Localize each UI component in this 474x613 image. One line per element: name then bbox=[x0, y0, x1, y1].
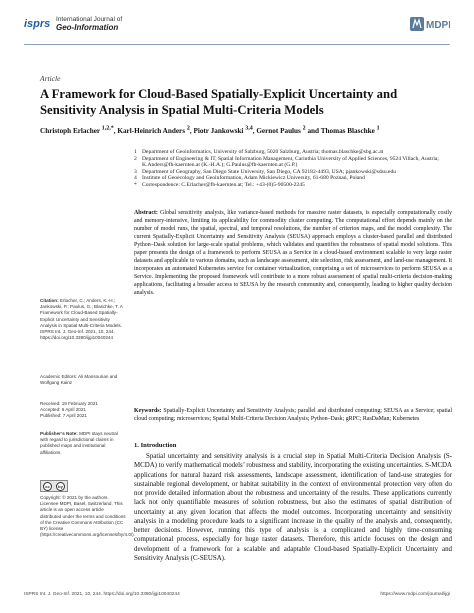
journal-name: Geo-Information bbox=[56, 23, 119, 32]
isprs-logo bbox=[24, 16, 54, 30]
abstract-text: Global sensitivity analysis, like variance-based methods for massive raster datasets, is especially computationally costly and memory-intensive, limiting its applicability for commodity cluster computing. The computational effort depends mainly on the number of model runs, the spatial, spectral, and temporal resolutions, the number of criterion maps, and the model complexity. The current Spatially-Explicit Uncertainty and Sensitivity Analysis (SEUSA) approach employs a cluster-based parallel and distributed Python–Dask solution for large-scale spatial problems, which validates and quantifies the robustness of spatial model solutions. This paper presents the design of a framework to perform SEUSA as a Service in a cloud-based environment scalable to very large raster datasets and applicable to various domains, such as landscape assessment, site selection, risk assessment, and land-use management. It incorporates an automated Kubernetes service for container virtualization, comprising a set of microservices to perform SEUSA as a Service. Implementing the proposed framework will contribute to a more robust assessment of spatial multi-criteria decision-making applications, facilitating a broader access to SEUSA by the research community and, consequently, leading to higher quality decision analysis. bbox=[134, 210, 452, 297]
copyright-text: Copyright: © 2021 by the authors. Licensee MDPI, Basel, Switzerland. This article is an open access article distributed under the terms and conditions of the Creative Commons Attribution (CC BY) license (https://creativecommons.org/licenses/by/4.0/). bbox=[40, 495, 135, 538]
keywords bbox=[134, 407, 452, 423]
academic-editors: Academic Editors: Ali Mansourian and Wolfgang Kainz bbox=[40, 374, 118, 386]
published-date: Published: 7 April 2021 bbox=[40, 413, 87, 419]
section-heading: 1. Introduction bbox=[134, 442, 177, 449]
citation-text: Erlacher, C.; Anders, K.-H.; Jankowski, P.; Paulus, G.; Blaschke, T. A Framework for Cloud-Based Spatially-Explicit Uncertainty and Sensitivity Analysis in Spatial Multi-Criteria Models. ISPRS Int. J. Geo-Inf. 2021, 10, 244. https://doi.org/10.3390/ijgi10040244 bbox=[40, 298, 123, 341]
introduction-text: Spatial uncertainty and sensitivity analysis is a crucial step in Spatial Multi-Criteria Decision Analysis (S-MCDA) to verify mathematical models’ robustness and stability, incorporating the existing uncertainties. S-MCDA applications for natural hazard risk assessments, landscape assessment, identification of land-use strategies for sustainable regional development, or habitat suitability in the context of environmental protection very often do not provide detailed information about the robustness and uncertainty of the results. These applications currently lack not only quantifiable measures of solution robustness, but also the estimates of spatial distribution of uncertainty at any given location that affects the model outcomes. Incorporating uncertainty and sensitivity analysis in a modeling procedure leads to a significant increase in the quality of the analysis and, consequently, better decisions. However, running this type of analysis is a complicated and highly time-consuming computational process, especially for huge raster datasets. Therefore, this article focuses on the design and development of a framework for a scalable and adaptable Cloud-based Spatially-Explicit Uncertainty and Sensitivity Analysis (C-SEUSA). bbox=[134, 453, 452, 562]
cc-icon: cc bbox=[43, 482, 52, 491]
journal-small-label: International Journal of bbox=[56, 16, 123, 23]
footer-citation: ISPRS Int. J. Geo-Inf. 2021, 10, 244. https://doi.org/10.3390/ijgi10040244 bbox=[24, 592, 180, 597]
affiliation-item: 2 Department of Engineering & IT, Spatial Information Management, Carinthia University of Applied Sciences, 9524 Villach, Austria; K.Anders@fh-kaernten.at (K.-H.A.); G.Paulus@fh-kaernten.at (G.P.) bbox=[134, 155, 439, 169]
keywords-text: Spatially-Explicit Uncertainty and Sensitivity Analysis; parallel and distributed computing; SEUSA as a Service; spatial cloud computing; microservices; Spatial Multi-Criteria Decision Analysis; Python–Dask; gRPC; RasDaMan; Kubernetes bbox=[134, 408, 452, 422]
header-rule bbox=[24, 44, 450, 45]
logo-text: isprs bbox=[24, 18, 51, 30]
publisher-note-text: MDPI stays neutral with regard to jurisdictional claims in published maps and institutional affiliations. bbox=[40, 431, 118, 455]
dates-block bbox=[40, 401, 126, 420]
keywords-label: Keywords: bbox=[134, 408, 162, 414]
author-list: Christoph Erlacher $^{1,2,*}$, Karl-Heinrich Anders $^2$, Piotr Jankowski $^{3,4}$, Gernot Paulus $^2$ and Thomas Blaschke $^1$ bbox=[40, 126, 380, 136]
article-type: Article bbox=[40, 74, 61, 83]
abstract-label: Abstract: bbox=[134, 210, 158, 216]
affiliation-item: 1 Department of Geoinformatics, University of Salzburg, 5020 Salzburg, Austria; thomas.blaschke@sbg.ac.at bbox=[134, 149, 384, 155]
publisher-note bbox=[40, 431, 126, 456]
abstract bbox=[134, 209, 452, 298]
affiliation-item: 3 Department of Geography, San Diego State University, San Diego, CA 92182-4493, USA; pjankowski@sdsu.edu bbox=[134, 168, 397, 175]
publisher-note-label: Publisher’s Note: bbox=[40, 431, 78, 436]
mdpi-logo bbox=[410, 16, 450, 37]
publisher-text: MDPI bbox=[426, 20, 450, 31]
article-title: A Framework for Cloud-Based Spatially-Explicit Uncertainty and Sensitivity Analysis in Spatial Multi-Criteria Models bbox=[40, 87, 398, 117]
by-icon: by bbox=[56, 482, 65, 491]
citation-block bbox=[40, 298, 126, 341]
citation-label: Citation: bbox=[40, 298, 59, 303]
copyright-block bbox=[40, 495, 135, 538]
journal-header bbox=[24, 12, 450, 42]
received-date: Received: 19 February 2021 bbox=[40, 401, 98, 406]
affiliation-item: 4 Institute of Geoecology and Geoinformation, Adam Mickiewicz University, 61-680 Poznań, Poland bbox=[134, 175, 365, 182]
footer-journal-link[interactable]: https://www.mdpi.com/journal/ijgi bbox=[380, 592, 450, 597]
accepted-date: Accepted: 6 April 2021 bbox=[40, 407, 86, 413]
cc-by-badge[interactable] bbox=[40, 480, 68, 492]
affiliation-correspondence: * Correspondence: C.Erlacher@fh-kaernten.at; Tel.: +43-(0)5-90500-2245 bbox=[134, 181, 305, 188]
affiliations bbox=[134, 149, 452, 189]
